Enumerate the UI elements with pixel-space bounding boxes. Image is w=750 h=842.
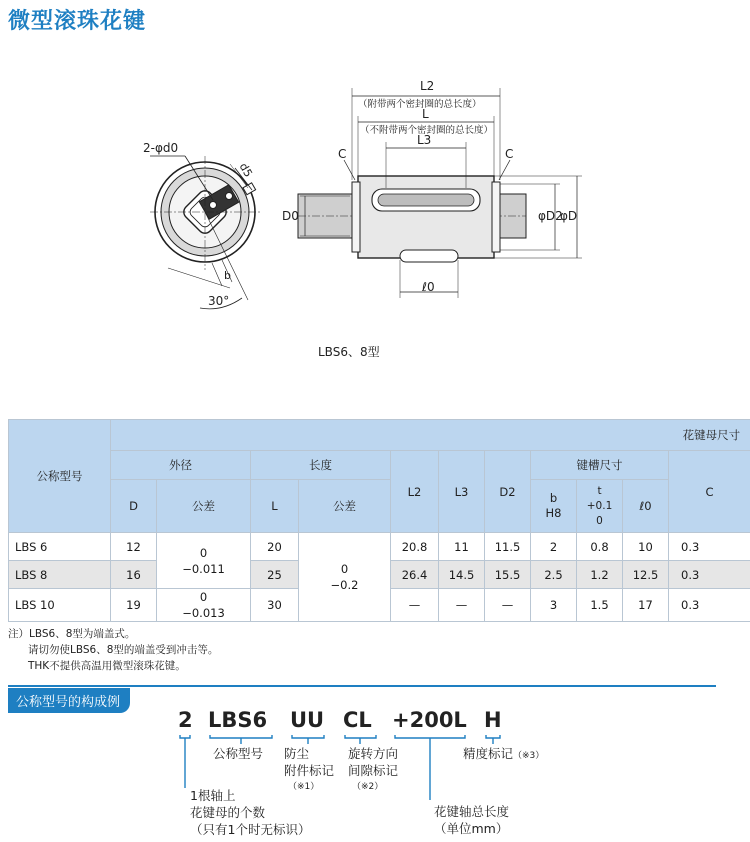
- label-D: φD: [560, 209, 578, 223]
- label-L: L: [422, 107, 429, 121]
- cell-b: 2.5: [531, 561, 577, 589]
- header-l0: ℓ0: [623, 480, 669, 533]
- cell-D2: —: [485, 589, 531, 622]
- cell-l0: 10: [623, 533, 669, 561]
- seal-label-line1: 防尘: [284, 746, 310, 761]
- cell-D2: 15.5: [485, 561, 531, 589]
- header-tol-length: 公差: [299, 480, 391, 533]
- header-model: 公称型号: [9, 420, 111, 533]
- cell-model: LBS 6: [9, 533, 111, 561]
- drawing-caption: LBS6、8型: [318, 345, 380, 359]
- cell-D: 19: [111, 589, 157, 622]
- note-line-2: 请切勿使LBS6、8型的端盖受到冲击等。: [28, 644, 219, 656]
- len-label-line2: （单位mm）: [434, 821, 509, 836]
- note-line-3: THK不提供高温用微型滚珠花键。: [28, 660, 186, 672]
- label-C-right: C: [505, 147, 514, 161]
- cell-L2: —: [391, 589, 439, 622]
- header-L: L: [251, 480, 299, 533]
- label-L2: L2: [420, 79, 435, 93]
- header-keyway: 键槽尺寸: [531, 451, 669, 480]
- header-tol-outer: 公差: [157, 480, 251, 533]
- tol-a-bottom: −0.011: [182, 561, 225, 576]
- cell-L2: 26.4: [391, 561, 439, 589]
- cell-l0: 17: [623, 589, 669, 622]
- label-D0: D0: [282, 209, 299, 223]
- cell-t: 1.2: [577, 561, 623, 589]
- length-label: [434, 803, 509, 837]
- code-qty: 2: [178, 708, 193, 732]
- header-L3: L3: [439, 451, 485, 533]
- header-D2: D2: [485, 451, 531, 533]
- header-outer: 外径: [111, 451, 251, 480]
- model-label: 公称型号: [213, 746, 264, 761]
- cell-b: 3: [531, 589, 577, 622]
- label-D2: φD2: [538, 209, 563, 223]
- len-tol-top: 0: [340, 562, 349, 576]
- clearance-label: [348, 745, 398, 796]
- accuracy-label-text: 精度标记: [463, 746, 514, 761]
- header-t-sub2: 0: [596, 514, 603, 527]
- header-C: C: [669, 451, 750, 533]
- label-b: b: [224, 269, 231, 282]
- qty-label-line1: 1根轴上: [190, 788, 236, 803]
- seal-label-line2: 附件标记: [284, 763, 335, 778]
- code-model: LBS6: [208, 708, 268, 732]
- clear-label-line1: 旋转方向: [348, 746, 399, 761]
- code-length: +200L: [392, 708, 467, 732]
- cell-t: 0.8: [577, 533, 623, 561]
- cell-C: 0.3: [669, 561, 750, 589]
- tol-b-top: 0: [199, 590, 208, 604]
- cell-model: LBS 8: [9, 561, 111, 589]
- header-t-sub1: +0.1: [586, 499, 613, 512]
- label-angle: 30°: [208, 294, 230, 308]
- cell-L2: 20.8: [391, 533, 439, 561]
- header-b-sub: H8: [545, 506, 562, 520]
- len-label-line1: 花键轴总长度: [434, 804, 510, 819]
- header-L2: L2: [391, 451, 439, 533]
- header-nut-dimensions: 花键母尺寸: [111, 420, 750, 451]
- cell-C: 0.3: [669, 533, 750, 561]
- header-length: 长度: [251, 451, 391, 480]
- label-holes: 2-φd0: [143, 141, 179, 155]
- label-L-note: （不附带两个密封圈的总长度）: [360, 125, 494, 136]
- label-C-left: C: [338, 147, 347, 161]
- cell-l0: 12.5: [623, 561, 669, 589]
- cell-D2: 11.5: [485, 533, 531, 561]
- accuracy-label: [463, 745, 544, 765]
- cell-D: 16: [111, 561, 157, 589]
- header-D: D: [111, 480, 157, 533]
- cell-L: 20: [251, 533, 299, 561]
- clear-note: （※2）: [352, 782, 384, 792]
- cell-L: 30: [251, 589, 299, 622]
- cell-D: 12: [111, 533, 157, 561]
- accuracy-note: （※3）: [513, 751, 545, 761]
- len-tol-bottom: −0.2: [330, 578, 359, 592]
- code-clear: CL: [343, 708, 372, 732]
- code-accuracy: H: [484, 708, 502, 732]
- tol-b-bottom: −0.013: [182, 606, 225, 620]
- section-tag: 公称型号的构成例: [8, 688, 130, 713]
- header-b-main: b: [549, 491, 558, 505]
- qty-label-line2: 花键母的个数: [190, 805, 266, 820]
- label-L2-note: （附带两个密封圈的总长度）: [358, 99, 482, 110]
- cell-L3: 14.5: [439, 561, 485, 589]
- quantity-label: [190, 787, 310, 838]
- cell-C: 0.3: [669, 589, 750, 622]
- code-seal: UU: [290, 708, 325, 732]
- cell-model: LBS 10: [9, 589, 111, 622]
- cell-L3: —: [439, 589, 485, 622]
- clear-label-line2: 间隙标记: [348, 763, 399, 778]
- label-L3: L3: [417, 133, 432, 147]
- tol-a-top: 0: [199, 545, 208, 560]
- header-t-main: t: [597, 484, 602, 497]
- label-d5: d5: [236, 160, 255, 180]
- cell-b: 2: [531, 533, 577, 561]
- label-l0: ℓ0: [422, 280, 435, 294]
- note-line-1: 注）LBS6、8型为端盖式。: [8, 628, 136, 640]
- page-title: 微型滚珠花键: [8, 9, 147, 34]
- cell-L3: 11: [439, 533, 485, 561]
- cell-L: 25: [251, 561, 299, 589]
- qty-label-line3: （只有1个时无标识）: [190, 822, 311, 837]
- cell-t: 1.5: [577, 589, 623, 622]
- seal-note: （※1）: [288, 782, 320, 792]
